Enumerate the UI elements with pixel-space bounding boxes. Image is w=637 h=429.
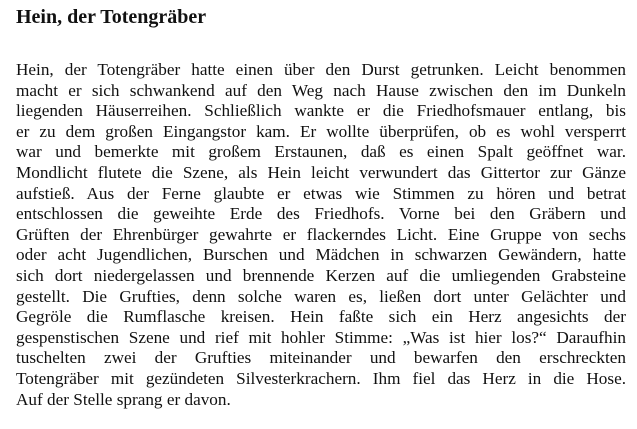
text-line: Gegröle die Rumflasche kreisen. Hein faßte sich ein Herz angesichts der — [16, 307, 626, 327]
text-line: Hein, der Totengräber hatte einen über den Durst getrunken. Leicht benommen — [16, 60, 626, 79]
text-line: gespenstischen Szene und rief mit hohler Stimme: „Was ist hier los?“ Daraufhin — [16, 327, 626, 347]
text-line: sich dort niedergelassen und brennende Kerzen auf die umliegenden Grabsteine — [16, 265, 626, 285]
text-line: war und bemerkte mit großem Erstaunen, daß es einen Spalt geöffnet war. — [16, 142, 626, 162]
text-line: Totengräber mit gezündeten Silvesterkrachern. Ihm fiel das Herz in die Hose. — [16, 368, 626, 388]
story-paragraph — [16, 60, 626, 410]
text-line: er zu dem großen Eingangstor kam. Er wollte überprüfen, ob es wohl versperrt — [16, 121, 626, 141]
text-line: aufstieß. Aus der Ferne glaubte er etwas wie Stimmen zu hören und betrat — [16, 183, 626, 203]
text-line: oder acht Jugendlichen, Burschen und Mädchen in schwarzen Gewändern, hatte — [16, 245, 626, 265]
text-line: entschlossen die geweihte Erde des Friedhofs. Vorne bei den Gräbern und — [16, 204, 626, 224]
text-line: liegenden Häuserreihen. Schließlich wankte er die Friedhofsmauer entlang, bis — [16, 101, 626, 121]
text-line: macht er sich schwankend auf den Weg nach Hause zwischen den im Dunkeln — [16, 80, 626, 100]
text-line: tuschelten zwei der Grufties miteinander und bewarfen den erschreckten — [16, 348, 626, 368]
text-line: gestellt. Die Grufties, denn solche waren es, ließen dort unter Gelächter und — [16, 286, 626, 306]
text-line: Grüften der Ehrenbürger gewahrte er flackerndes Licht. Eine Gruppe von sechs — [16, 224, 626, 244]
text-line: Auf der Stelle sprang er davon. — [16, 389, 231, 409]
text-line: Mondlicht flutete die Szene, als Hein leicht verwundert das Gittertor zur Gänze — [16, 162, 626, 182]
document-title: Hein, der Totengräber — [16, 6, 207, 28]
